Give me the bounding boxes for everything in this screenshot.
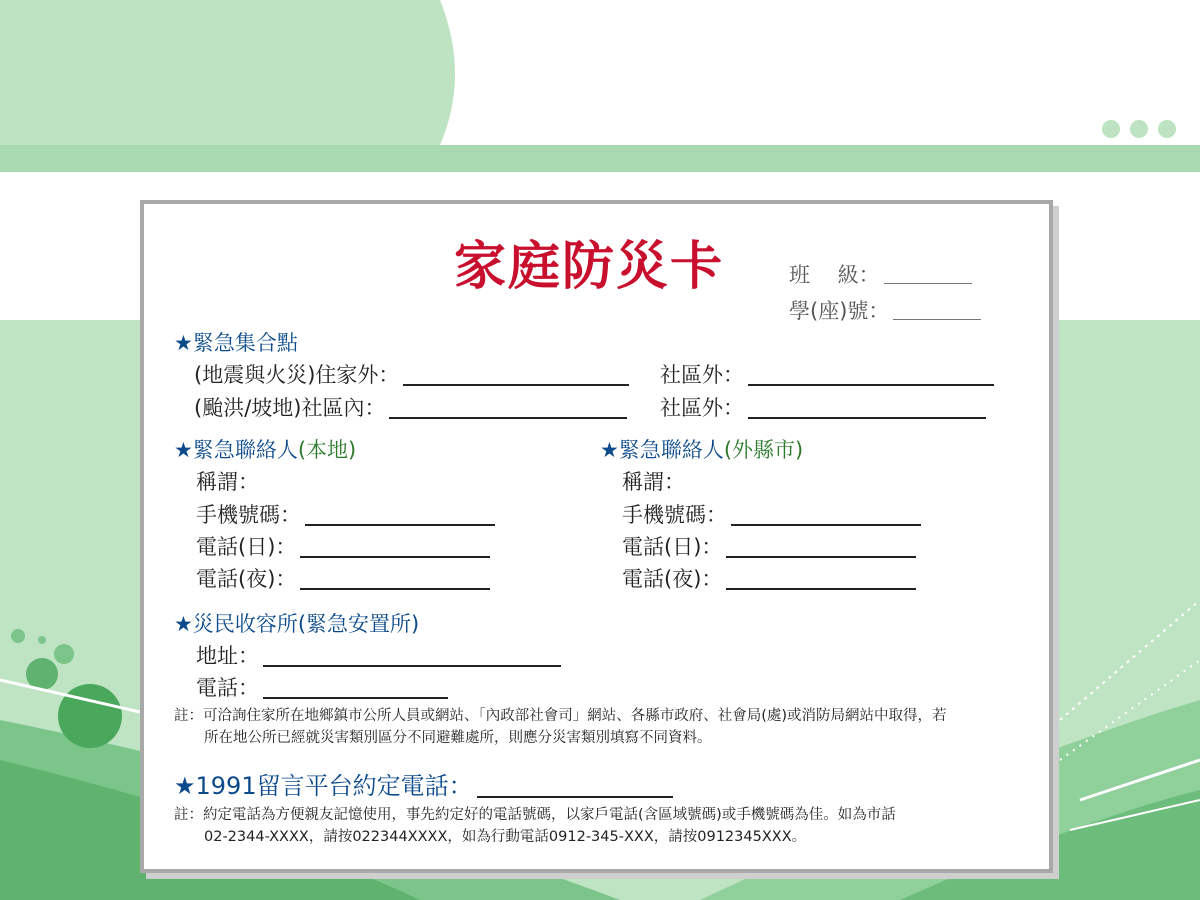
- shelter-phone-label: 電話：: [196, 676, 259, 700]
- seat-label: 學(座)號：: [789, 299, 890, 323]
- local-contact-heading-suffix: (本地): [297, 438, 357, 462]
- remote-night-label: 電話(夜)：: [622, 567, 723, 591]
- remote-night-line[interactable]: [726, 568, 916, 590]
- hotline-field: [174, 766, 673, 801]
- remote-day-label: 電話(日)：: [622, 535, 723, 559]
- assembly-row2-right-label: 社區外：: [660, 396, 744, 420]
- shelter-phone-field: [196, 672, 448, 702]
- shelter-heading: ★災民收容所(緊急安置所): [174, 612, 420, 636]
- dot-icon: [1130, 120, 1148, 138]
- class-field: [789, 259, 972, 289]
- local-day-field: [196, 531, 490, 561]
- remote-name-label: 稱謂：: [622, 470, 685, 494]
- local-name-label: 稱謂：: [196, 470, 259, 494]
- local-mobile-line[interactable]: [305, 504, 495, 526]
- local-night-field: [196, 563, 490, 593]
- local-mobile-field: [196, 499, 495, 529]
- local-day-label: 電話(日)：: [196, 535, 297, 559]
- local-night-label: 電話(夜)：: [196, 567, 297, 591]
- assembly-heading: ★緊急集合點: [174, 331, 298, 355]
- note-1-line-2: 所在地公所已經就災害類別區分不同避難處所，則應分災害類別填寫不同資料。: [204, 730, 712, 746]
- card-title: 家庭防災卡: [454, 237, 725, 297]
- assembly-row1-right-line[interactable]: [748, 364, 994, 386]
- remote-day-line[interactable]: [726, 536, 916, 558]
- class-line[interactable]: [884, 265, 972, 284]
- assembly-row2-line[interactable]: [389, 397, 627, 419]
- local-mobile-label: 手機號碼：: [196, 503, 301, 527]
- local-contact-heading: [174, 434, 356, 464]
- assembly-row1-label: (地震與火災)住家外：: [194, 363, 400, 387]
- dot-icon: [1102, 120, 1120, 138]
- note-1-line-1: 註：可洽詢住家所在地鄉鎮市公所人員或網站、「內政部社會司」網站、各縣市政府、社會局(處)或消防局網站中取得，若: [174, 708, 947, 724]
- assembly-row-2: [194, 392, 627, 422]
- seat-field: [789, 295, 981, 325]
- remote-contact-heading-prefix: ★緊急聯絡人: [600, 438, 724, 462]
- local-contact-heading-prefix: ★緊急聯絡人: [174, 438, 298, 462]
- remote-mobile-field: [622, 499, 921, 529]
- shelter-phone-line[interactable]: [263, 677, 448, 699]
- shelter-address-label: 地址：: [196, 644, 259, 668]
- assembly-row-1-right: [660, 359, 994, 389]
- assembly-row1-right-label: 社區外：: [660, 363, 744, 387]
- remote-mobile-label: 手機號碼：: [622, 503, 727, 527]
- hotline-line[interactable]: [477, 776, 673, 798]
- assembly-row2-label: (颱洪/坡地)社區內：: [194, 396, 386, 420]
- note-2-line-2: 02-2344-XXXX，請按022344XXXX，如為行動電話0912-345-XXX，請按0912345XXX。: [204, 829, 807, 845]
- hotline-label: ★1991留言平台約定電話：: [174, 772, 473, 800]
- note-2-line-1: 註：約定電話為方便親友記憶使用，事先約定好的電話號碼，以家戶電話(含區域號碼)或手機號碼為佳。如為市話: [174, 807, 896, 823]
- assembly-row-1: [194, 359, 629, 389]
- assembly-row2-right-line[interactable]: [748, 397, 986, 419]
- assembly-row-2-right: [660, 392, 986, 422]
- remote-contact-heading-suffix: (外縣市): [723, 438, 804, 462]
- disaster-prevention-card: [140, 200, 1053, 873]
- shelter-address-line[interactable]: [263, 645, 561, 667]
- remote-contact-heading: [600, 434, 803, 464]
- shelter-address-field: [196, 640, 561, 670]
- dot-icon: [1158, 120, 1176, 138]
- remote-night-field: [622, 563, 916, 593]
- remote-day-field: [622, 531, 916, 561]
- assembly-row1-line[interactable]: [403, 364, 629, 386]
- local-day-line[interactable]: [300, 536, 490, 558]
- remote-mobile-line[interactable]: [731, 504, 921, 526]
- class-label: 班 級：: [789, 263, 880, 287]
- seat-line[interactable]: [893, 301, 981, 320]
- local-night-line[interactable]: [300, 568, 490, 590]
